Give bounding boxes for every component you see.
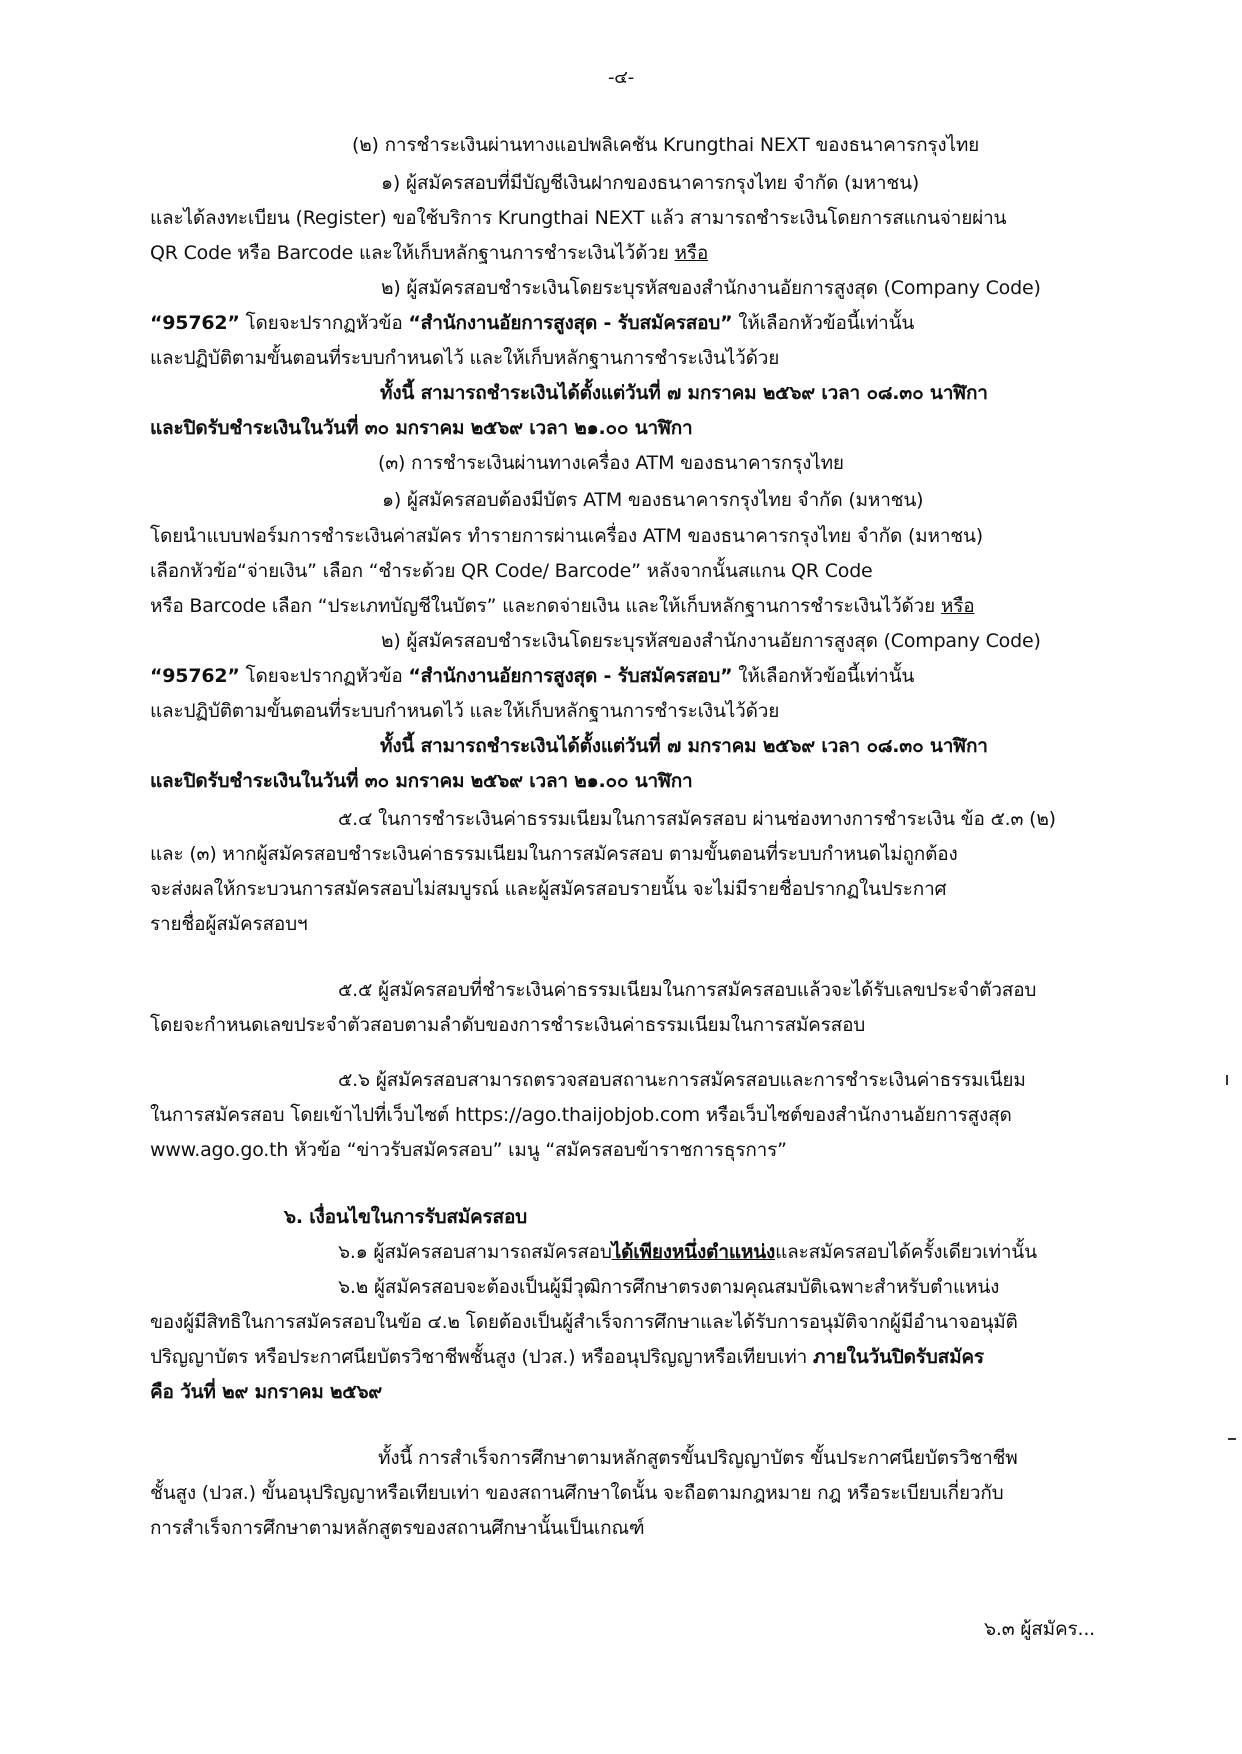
atm-item1-line3: เลือกหัวข้อ“จ่ายเงิน” เลือก “ชำระด้วย QR Code/ Barcode” หลังจากนั้นสแกน QR Code [150, 560, 873, 582]
atm-item1-line1: ๑) ผู้สมัครสอบต้องมีบัตร ATM ของธนาคารกรุงไทย จำกัด (มหาชน) [382, 489, 924, 511]
section-5-6-line1: ๕.๖ ผู้สมัครสอบสามารถตรวจสอบสถานะการสมัครสอบและการชำระเงินค่าธรรมเนียม [338, 1069, 1026, 1091]
scan-mark [1228, 1438, 1236, 1440]
section-6-2-line3: ปริญญาบัตร หรือประกาศนียบัตรวิชาชีพชั้นสูง (ปวส.) หรืออนุปริญญาหรือเทียบเท่า ภายในวันปิดรับสมัคร [150, 1346, 984, 1368]
atm-item2-line1: ๒) ผู้สมัครสอบชำระเงินโดยระบุรหัสของสำนักงานอัยการสูงสุด (Company Code) [381, 630, 1041, 652]
krungthai-next-period-line1: ทั้งนี้ สามารถชำระเงินได้ตั้งแต่วันที่ ๗ มกราคม ๒๕๖๙ เวลา ๐๘.๓๐ นาฬิกา [380, 382, 988, 404]
section-6-2-line1: ๖.๒ ผู้สมัครสอบจะต้องเป็นผู้มีวุฒิการศึกษาตรงตามคุณสมบัติเฉพาะสำหรับตำแหน่ง [338, 1276, 1000, 1298]
section-6-2-line2: ของผู้มีสิทธิในการสมัครสอบในข้อ ๔.๒ โดยต้องเป็นผู้สำเร็จการศึกษาและได้รับการอนุมัติจากผู้มีอำนาจอนุมัติ [150, 1311, 1018, 1333]
krungthai-next-item2-line1: ๒) ผู้สมัครสอบชำระเงินโดยระบุรหัสของสำนักงานอัยการสูงสุด (Company Code) [381, 277, 1041, 299]
krungthai-next-heading: (๒) การชำระเงินผ่านทางแอปพลิเคชัน Krungthai NEXT ของธนาคารกรุงไทย [352, 134, 980, 156]
atm-item2-line2: “95762” โดยจะปรากฏหัวข้อ “สำนักงานอัยการสูงสุด - รับสมัครสอบ” ให้เลือกหัวข้อนี้เท่านั้น [150, 665, 915, 687]
page-number: -๔- [607, 67, 634, 88]
krungthai-next-period-line2: และปิดรับชำระเงินในวันที่ ๓๐ มกราคม ๒๕๖๙ เวลา ๒๑.๐๐ นาฬิกา [150, 417, 693, 439]
one-position-emphasis: ได้เพียงหนึ่งตำแหน่ง [611, 1241, 776, 1263]
or-underlined: หรือ [674, 242, 709, 264]
krungthai-next-item1-line1: ๑) ผู้สมัครสอบที่มีบัญชีเงินฝากของธนาคารกรุงไทย จำกัด (มหาชน) [381, 172, 920, 194]
atm-period-line2: และปิดรับชำระเงินในวันที่ ๓๐ มกราคม ๒๕๖๙ เวลา ๒๑.๐๐ นาฬิกา [150, 770, 693, 792]
section-6-heading: ๖. เงื่อนไขในการรับสมัครสอบ [284, 1206, 528, 1228]
atm-item2-line3: และปฏิบัติตามขั้นตอนที่ระบบกำหนดไว้ และให้เก็บหลักฐานการชำระเงินไว้ด้วย [150, 700, 780, 722]
atm-period-line1: ทั้งนี้ สามารถชำระเงินได้ตั้งแต่วันที่ ๗ มกราคม ๒๕๖๙ เวลา ๐๘.๓๐ นาฬิกา [380, 735, 988, 757]
continuation-text: ๖.๓ ผู้สมัคร... [984, 1618, 1096, 1640]
section-6-note-line1: ทั้งนี้ การสำเร็จการศึกษาตามหลักสูตรขั้นปริญญาบัตร ขั้นประกาศนียบัตรวิชาชีพ [378, 1447, 1018, 1469]
section-5-4-line1: ๕.๔ ในการชำระเงินค่าธรรมเนียมในการสมัครสอบ ผ่านช่องทางการชำระเงิน ข้อ ๕.๓ (๒) [338, 808, 1056, 830]
section-6-2-line4: คือ วันที่ ๒๙ มกราคม ๒๕๖๙ [150, 1381, 383, 1403]
section-5-5-line1: ๕.๕ ผู้สมัครสอบที่ชำระเงินค่าธรรมเนียมในการสมัครสอบแล้วจะได้รับเลขประจำตัวสอบ [338, 979, 1037, 1001]
section-5-4-line2: และ (๓) หากผู้สมัครสอบชำระเงินค่าธรรมเนียมในการสมัครสอบ ตามขั้นตอนที่ระบบกำหนดไม่ถูกต้อง [150, 843, 958, 865]
krungthai-next-item1-line3: QR Code หรือ Barcode และให้เก็บหลักฐานการชำระเงินไว้ด้วย หรือ [150, 242, 709, 264]
krungthai-next-item2-line2: “95762” โดยจะปรากฏหัวข้อ “สำนักงานอัยการสูงสุด - รับสมัครสอบ” ให้เลือกหัวข้อนี้เท่านั้น [150, 312, 915, 334]
section-5-4-line3: จะส่งผลให้กระบวนการสมัครสอบไม่สมบูรณ์ และผู้สมัครสอบรายนั้น จะไม่มีรายชื่อปรากฏในประกาศ [150, 878, 947, 900]
section-6-note-line2: ชั้นสูง (ปวส.) ขั้นอนุปริญญาหรือเทียบเท่า ของสถานศึกษาใดนั้น จะถือตามกฎหมาย กฎ หรือระเบียบเกี่ยวกับ [150, 1482, 1004, 1504]
section-5-6-line2: ในการสมัครสอบ โดยเข้าไปที่เว็บไซต์ https://ago.thaijobjob.com หรือเว็บไซต์ของสำนักงานอัยการสูงสุด [150, 1104, 1012, 1126]
atm-item1-line2: โดยนำแบบฟอร์มการชำระเงินค่าสมัคร ทำรายการผ่านเครื่อง ATM ของธนาคารกรุงไทย จำกัด (มหาชน) [150, 525, 983, 547]
section-5-6-line3: www.ago.go.th หัวข้อ “ข่าวรับสมัครสอบ” เมนู “สมัครสอบข้าราชการธุรการ” [150, 1139, 787, 1161]
krungthai-next-item1-line2: และได้ลงทะเบียน (Register) ขอใช้บริการ Krungthai NEXT แล้ว สามารถชำระเงินโดยการสแกนจ่ายผ่าน [150, 207, 1007, 229]
atm-heading: (๓) การชำระเงินผ่านทางเครื่อง ATM ของธนาคารกรุงไทย [378, 452, 844, 474]
scan-mark [1226, 1075, 1228, 1085]
atm-item1-line4: หรือ Barcode เลือก “ประเภทบัญชีในบัตร” และกดจ่ายเงิน และให้เก็บหลักฐานการชำระเงินไว้ด้วย หรือ [150, 595, 975, 617]
section-5-5-line2: โดยจะกำหนดเลขประจำตัวสอบตามลำดับของการชำระเงินค่าธรรมเนียมในการสมัครสอบ [150, 1014, 866, 1036]
section-6-note-line3: การสำเร็จการศึกษาตามหลักสูตรของสถานศึกษานั้นเป็นเกณฑ์ [150, 1517, 645, 1539]
section-6-1: ๖.๑ ผู้สมัครสอบสามารถสมัครสอบได้เพียงหนึ่งตำแหน่งและสมัครสอบได้ครั้งเดียวเท่านั้น [338, 1241, 1037, 1263]
krungthai-next-item2-line3: และปฏิบัติตามขั้นตอนที่ระบบกำหนดไว้ และให้เก็บหลักฐานการชำระเงินไว้ด้วย [150, 347, 780, 369]
section-5-4-line4: รายชื่อผู้สมัครสอบฯ [150, 913, 308, 935]
or-underlined: หรือ [940, 595, 975, 617]
